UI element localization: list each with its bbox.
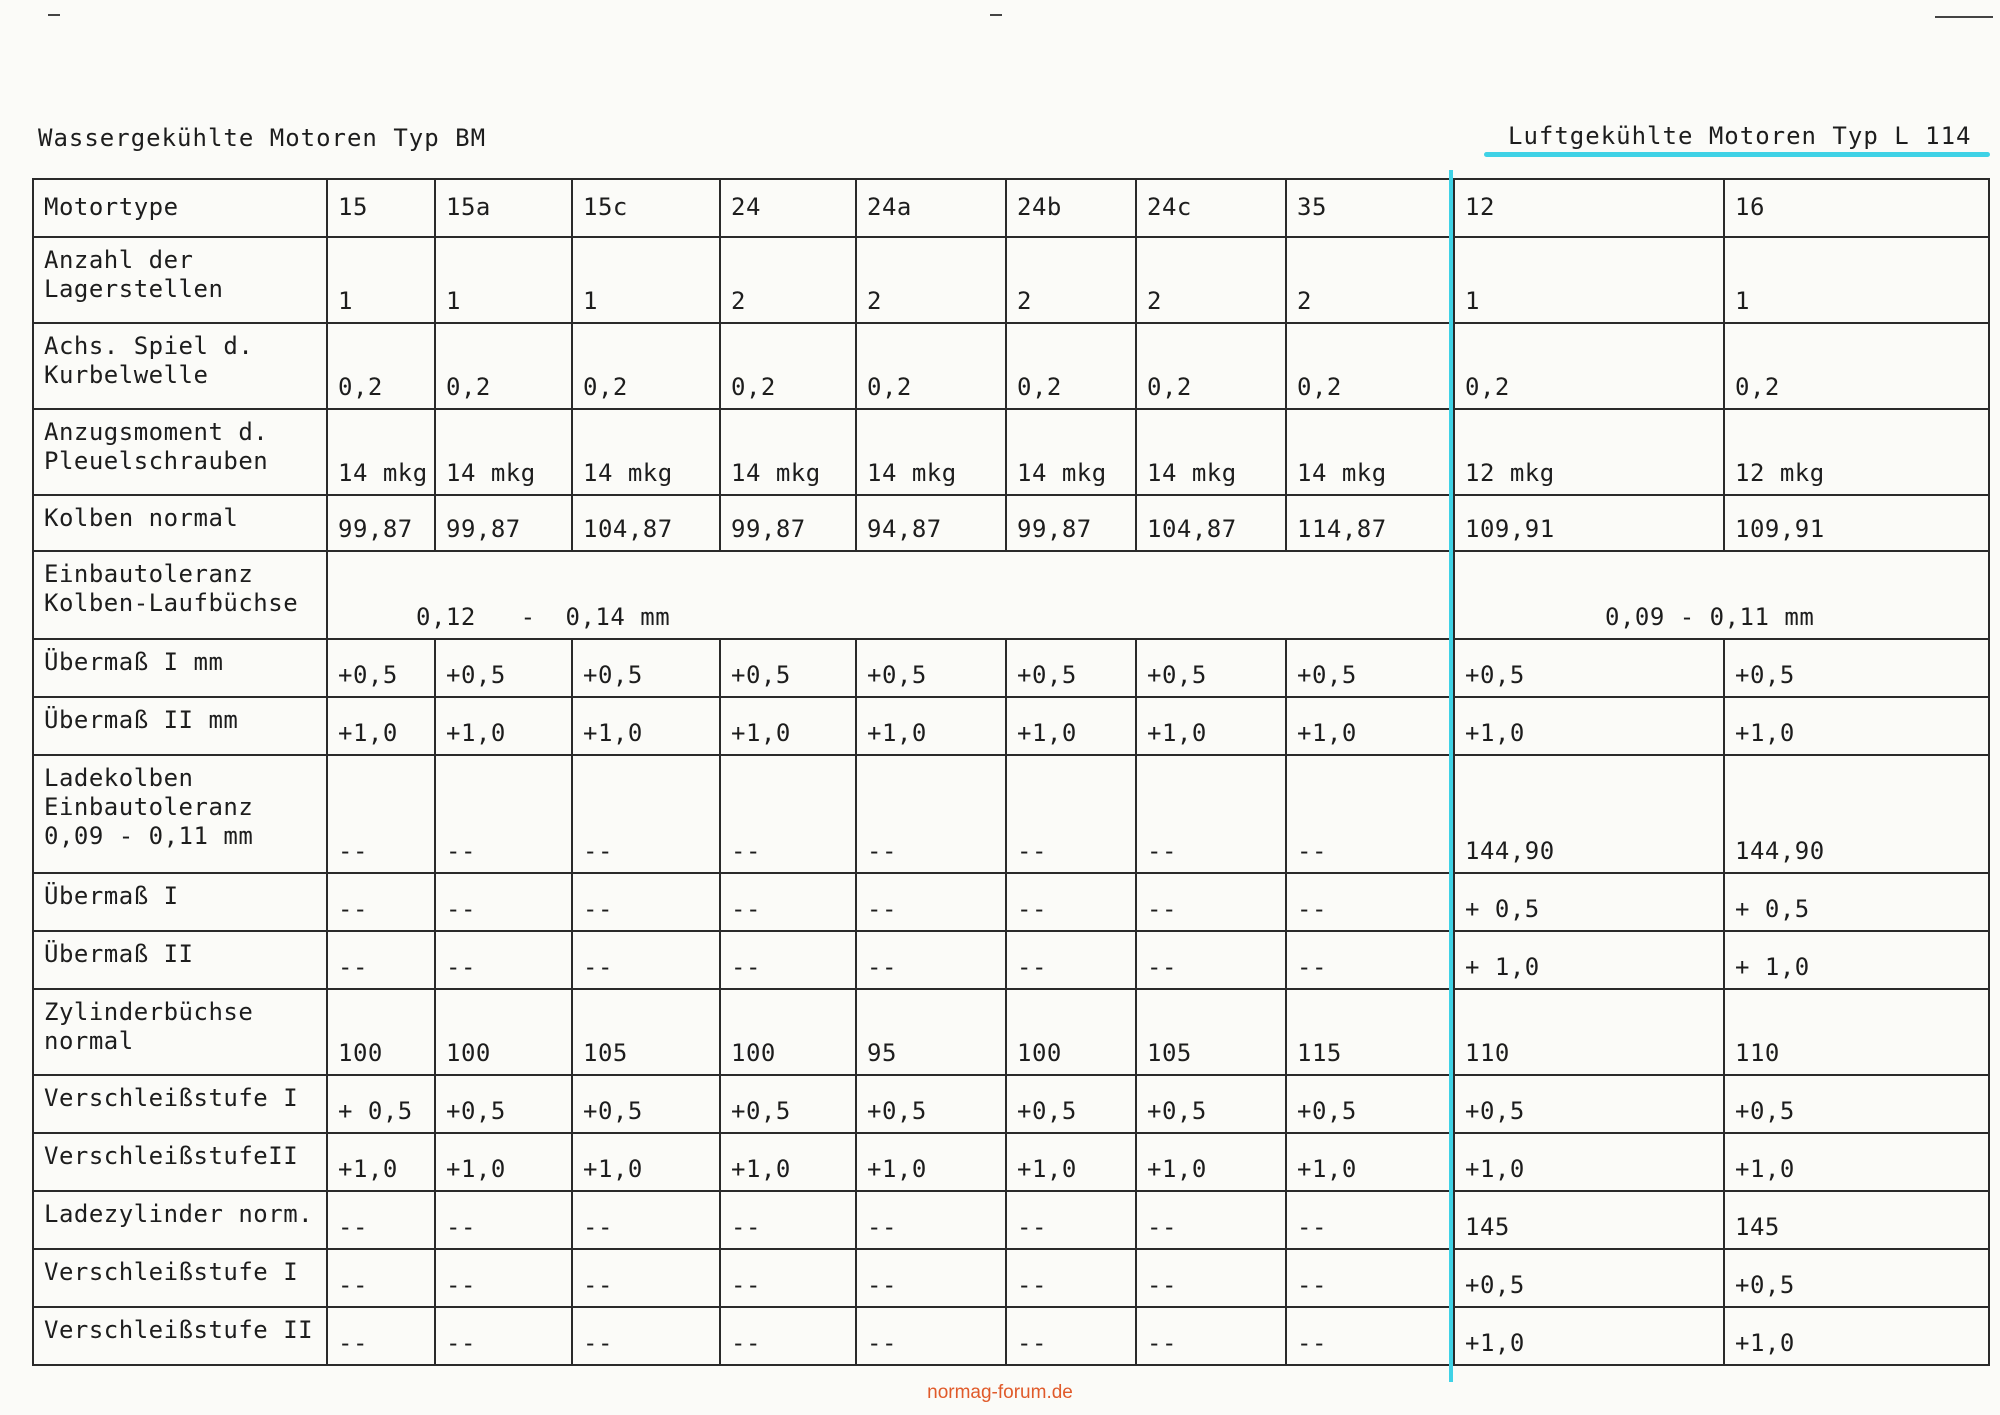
table-cell: -- — [1006, 931, 1136, 989]
table-cell: +1,0 — [856, 697, 1006, 755]
table-row — [33, 873, 1989, 931]
table-cell: +1,0 — [1006, 1133, 1136, 1191]
table-cell: 104,87 — [572, 495, 720, 551]
table-cell: -- — [720, 1191, 856, 1249]
table-cell: 100 — [435, 989, 572, 1075]
table-row — [33, 755, 1989, 873]
table-cell: 15 — [327, 179, 435, 237]
table-row — [33, 639, 1989, 697]
table-cell: 1 — [572, 237, 720, 323]
table-cell: 0,2 — [1006, 323, 1136, 409]
row-label: Motortype — [33, 179, 327, 237]
table-cell: +0,5 — [720, 1075, 856, 1133]
table-cell: +0,5 — [1454, 639, 1724, 697]
table-cell: -- — [856, 1307, 1006, 1365]
table-cell: 14 mkg — [856, 409, 1006, 495]
table-row — [33, 179, 1989, 237]
table-cell: +0,5 — [720, 639, 856, 697]
row-label: Verschleißstufe I — [33, 1075, 327, 1133]
table-cell: -- — [1286, 1191, 1454, 1249]
table-cell: +0,5 — [1136, 1075, 1286, 1133]
table-cell: +1,0 — [572, 697, 720, 755]
table-cell: -- — [856, 931, 1006, 989]
table-cell: +0,5 — [1724, 1249, 1989, 1307]
table-cell: -- — [856, 873, 1006, 931]
table-cell: -- — [435, 1191, 572, 1249]
table-cell: 15a — [435, 179, 572, 237]
table-cell: -- — [572, 755, 720, 873]
table-cell: -- — [1006, 873, 1136, 931]
table-cell: 114,87 — [1286, 495, 1454, 551]
table-cell: +0,5 — [435, 639, 572, 697]
table-cell: +0,5 — [856, 639, 1006, 697]
table-cell: +0,5 — [1286, 1075, 1454, 1133]
table-cell: -- — [1006, 1191, 1136, 1249]
table-cell: 0,2 — [572, 323, 720, 409]
table-cell: +0,5 — [1286, 639, 1454, 697]
table-cell: +0,5 — [856, 1075, 1006, 1133]
table-row — [33, 989, 1989, 1075]
row-label: Anzahl der Lagerstellen — [33, 237, 327, 323]
table-row — [33, 1191, 1989, 1249]
table-cell: 100 — [327, 989, 435, 1075]
table-cell: 12 — [1454, 179, 1724, 237]
row-label: Ladekolben Einbautoleranz 0,09 - 0,11 mm — [33, 755, 327, 873]
table-cell: 14 mkg — [1006, 409, 1136, 495]
table-cell: 14 mkg — [1136, 409, 1286, 495]
table-row — [33, 1249, 1989, 1307]
table-cell: -- — [720, 931, 856, 989]
table-cell: 95 — [856, 989, 1006, 1075]
table-cell: +1,0 — [1454, 1133, 1724, 1191]
table-cell: +1,0 — [1454, 1307, 1724, 1365]
table-cell: -- — [1286, 873, 1454, 931]
table-cell: 1 — [1724, 237, 1989, 323]
table-cell: +1,0 — [720, 1133, 856, 1191]
table-cell: -- — [1136, 873, 1286, 931]
table-cell: +0,5 — [1136, 639, 1286, 697]
table-cell: -- — [1006, 1307, 1136, 1365]
table-cell: -- — [435, 755, 572, 873]
row-label: Anzugsmoment d. Pleuelschrauben — [33, 409, 327, 495]
row-label: Achs. Spiel d. Kurbelwelle — [33, 323, 327, 409]
table-cell: +0,5 — [572, 1075, 720, 1133]
table-cell: -- — [435, 873, 572, 931]
table-cell: -- — [720, 1307, 856, 1365]
table-cell: -- — [327, 1307, 435, 1365]
table-cell: -- — [720, 755, 856, 873]
table-cell: -- — [720, 1249, 856, 1307]
table-cell: 2 — [720, 237, 856, 323]
table-row — [33, 697, 1989, 755]
table-cell: 100 — [720, 989, 856, 1075]
table-cell: +0,5 — [1724, 1075, 1989, 1133]
table-cell: 144,90 — [1724, 755, 1989, 873]
table-cell: -- — [1286, 755, 1454, 873]
row-label: Übermaß II — [33, 931, 327, 989]
engine-spec-table — [32, 178, 1990, 1366]
table-cell: 1 — [1454, 237, 1724, 323]
table-cell: +0,5 — [1454, 1249, 1724, 1307]
table-cell: 0,2 — [1724, 323, 1989, 409]
table-cell: -- — [572, 931, 720, 989]
table-row — [33, 551, 1989, 639]
table-cell: -- — [435, 1307, 572, 1365]
table-cell: 14 mkg — [572, 409, 720, 495]
row-label: Verschleißstufe I — [33, 1249, 327, 1307]
table-cell: -- — [327, 1249, 435, 1307]
table-row — [33, 323, 1989, 409]
table-cell: 24b — [1006, 179, 1136, 237]
table-cell: +0,5 — [1454, 1075, 1724, 1133]
table-cell: 94,87 — [856, 495, 1006, 551]
row-label: Einbautoleranz Kolben-Laufbüchse — [33, 551, 327, 639]
table-cell: 15c — [572, 179, 720, 237]
scan-mark — [1935, 16, 1993, 18]
table-cell: + 0,5 — [1454, 873, 1724, 931]
table-cell: -- — [1136, 1307, 1286, 1365]
row-label: Kolben normal — [33, 495, 327, 551]
table-cell: 0,2 — [435, 323, 572, 409]
table-cell: +0,5 — [1724, 639, 1989, 697]
table-cell: 100 — [1006, 989, 1136, 1075]
table-cell: +1,0 — [1454, 697, 1724, 755]
row-label: Ladezylinder norm. — [33, 1191, 327, 1249]
table-cell: +1,0 — [1724, 1307, 1989, 1365]
table-cell: 0,2 — [856, 323, 1006, 409]
table-cell: -- — [1286, 1249, 1454, 1307]
air-cooled-heading: Luftgekühlte Motoren Typ L 114 — [1508, 122, 1972, 150]
table-cell: 109,91 — [1454, 495, 1724, 551]
watermark: normag-forum.de — [927, 1382, 1073, 1403]
table-cell: 109,91 — [1724, 495, 1989, 551]
scan-mark — [48, 14, 60, 16]
table-cell: +1,0 — [1286, 1133, 1454, 1191]
table-cell: -- — [856, 1191, 1006, 1249]
table-cell: +1,0 — [435, 697, 572, 755]
table-cell: -- — [572, 1249, 720, 1307]
table-cell: 1 — [435, 237, 572, 323]
table-row — [33, 237, 1989, 323]
table-cell: 2 — [1286, 237, 1454, 323]
table-cell: 110 — [1724, 989, 1989, 1075]
air-cooled-tolerance: 0,09 - 0,11 mm — [1454, 551, 1989, 639]
table-cell: 16 — [1724, 179, 1989, 237]
table-cell: -- — [1286, 1307, 1454, 1365]
row-label: Zylinderbüchse normal — [33, 989, 327, 1075]
table-cell: + 1,0 — [1724, 931, 1989, 989]
table-cell: 2 — [1006, 237, 1136, 323]
table-cell: +1,0 — [327, 697, 435, 755]
table-cell: + 1,0 — [1454, 931, 1724, 989]
table-cell: +0,5 — [572, 639, 720, 697]
table-cell: -- — [856, 755, 1006, 873]
water-cooled-tolerance: 0,12 - 0,14 mm — [327, 551, 1454, 639]
table-cell: -- — [1286, 931, 1454, 989]
table-cell: -- — [327, 1191, 435, 1249]
table-row — [33, 495, 1989, 551]
table-cell: +0,5 — [1006, 639, 1136, 697]
table-row — [33, 409, 1989, 495]
row-label: Verschleißstufe II — [33, 1307, 327, 1365]
table-cell: +1,0 — [327, 1133, 435, 1191]
table-cell: -- — [435, 1249, 572, 1307]
table-cell: +1,0 — [1724, 697, 1989, 755]
table-cell: +1,0 — [1136, 697, 1286, 755]
table-cell: 115 — [1286, 989, 1454, 1075]
table-cell: 24a — [856, 179, 1006, 237]
table-cell: +1,0 — [435, 1133, 572, 1191]
table-cell: 14 mkg — [1286, 409, 1454, 495]
table-cell: 2 — [1136, 237, 1286, 323]
table-cell: +0,5 — [327, 639, 435, 697]
table-cell: 104,87 — [1136, 495, 1286, 551]
table-cell: 99,87 — [327, 495, 435, 551]
table-cell: -- — [1136, 1249, 1286, 1307]
table-cell: +1,0 — [1006, 697, 1136, 755]
scan-mark — [990, 14, 1002, 16]
table-cell: +1,0 — [1724, 1133, 1989, 1191]
table-cell: 0,2 — [1286, 323, 1454, 409]
table-cell: 105 — [572, 989, 720, 1075]
highlighter-underline — [1484, 152, 1990, 157]
table-cell: -- — [1006, 1249, 1136, 1307]
table-cell: -- — [327, 755, 435, 873]
table-cell: +0,5 — [435, 1075, 572, 1133]
table-row — [33, 1133, 1989, 1191]
table-cell: +1,0 — [1286, 697, 1454, 755]
table-row — [33, 1075, 1989, 1133]
table-cell: 35 — [1286, 179, 1454, 237]
table-cell: 0,2 — [327, 323, 435, 409]
table-cell: 14 mkg — [435, 409, 572, 495]
water-cooled-heading: Wassergekühlte Motoren Typ BM — [38, 124, 487, 152]
table-cell: 0,2 — [1454, 323, 1724, 409]
table-cell: 145 — [1724, 1191, 1989, 1249]
table-cell: 145 — [1454, 1191, 1724, 1249]
table-cell: 0,2 — [1136, 323, 1286, 409]
highlighter-divider — [1449, 170, 1453, 1382]
table-cell: -- — [572, 1307, 720, 1365]
table-cell: -- — [572, 873, 720, 931]
table-cell: 144,90 — [1454, 755, 1724, 873]
table-cell: 99,87 — [720, 495, 856, 551]
table-cell: +1,0 — [572, 1133, 720, 1191]
table-cell: 2 — [856, 237, 1006, 323]
table-cell: 24c — [1136, 179, 1286, 237]
table-cell: + 0,5 — [327, 1075, 435, 1133]
row-label: Übermaß II mm — [33, 697, 327, 755]
table-cell: 12 mkg — [1724, 409, 1989, 495]
table-cell: 99,87 — [1006, 495, 1136, 551]
table-cell: 14 mkg — [720, 409, 856, 495]
table-cell: +0,5 — [1006, 1075, 1136, 1133]
table-cell: -- — [720, 873, 856, 931]
row-label: Übermaß I — [33, 873, 327, 931]
table-cell: + 0,5 — [1724, 873, 1989, 931]
table-cell: 1 — [327, 237, 435, 323]
table-cell: -- — [572, 1191, 720, 1249]
table-row — [33, 1307, 1989, 1365]
table-cell: -- — [1136, 931, 1286, 989]
table-cell: 0,2 — [720, 323, 856, 409]
table-cell: 12 mkg — [1454, 409, 1724, 495]
table-cell: -- — [1136, 1191, 1286, 1249]
table-cell: -- — [1136, 755, 1286, 873]
row-label: VerschleißstufeII — [33, 1133, 327, 1191]
table-cell: -- — [327, 873, 435, 931]
table-cell: -- — [327, 931, 435, 989]
table-cell: 99,87 — [435, 495, 572, 551]
table-cell: +1,0 — [1136, 1133, 1286, 1191]
table-cell: -- — [1006, 755, 1136, 873]
table-cell: 24 — [720, 179, 856, 237]
table-cell: +1,0 — [856, 1133, 1006, 1191]
table-row — [33, 931, 1989, 989]
table-cell: 105 — [1136, 989, 1286, 1075]
table-cell: +1,0 — [720, 697, 856, 755]
table-cell: 14 mkg — [327, 409, 435, 495]
table-cell: -- — [856, 1249, 1006, 1307]
table-cell: -- — [435, 931, 572, 989]
table-cell: 110 — [1454, 989, 1724, 1075]
row-label: Übermaß I mm — [33, 639, 327, 697]
